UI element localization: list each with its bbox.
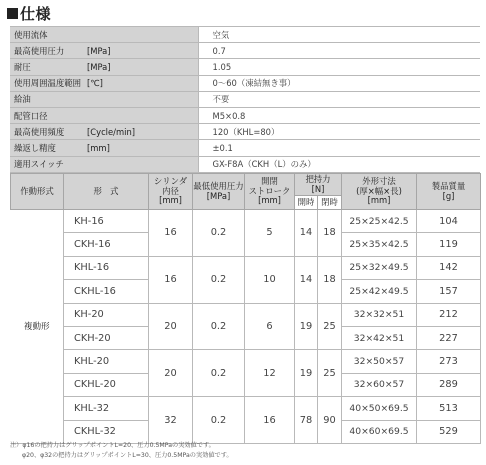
spec-value: M5×0.8 bbox=[198, 107, 480, 123]
spec-unit bbox=[87, 156, 198, 172]
spec-value: 空気 bbox=[198, 27, 480, 43]
mass-cell: 227 bbox=[417, 326, 481, 349]
header-grip: 把持力 [N] bbox=[295, 174, 342, 196]
model-cell: CKHL-20 bbox=[64, 373, 149, 396]
dimensions-cell: 25×32×49.5 bbox=[342, 256, 417, 279]
mass-cell: 289 bbox=[417, 373, 481, 396]
section-title: 仕様 bbox=[20, 5, 52, 23]
dimensions-cell: 40×60×69.5 bbox=[342, 420, 417, 443]
dimensions-cell: 40×50×69.5 bbox=[342, 397, 417, 420]
model-cell: KHL-20 bbox=[64, 350, 149, 373]
grip-close-cell: 25 bbox=[318, 303, 342, 350]
spec-unit: [MPa] bbox=[87, 43, 198, 59]
section-heading bbox=[7, 3, 51, 24]
spec-table bbox=[10, 26, 480, 173]
mass-cell: 142 bbox=[417, 256, 481, 279]
spec-row bbox=[10, 156, 480, 172]
table-row bbox=[11, 303, 481, 326]
bore-cell: 16 bbox=[149, 256, 193, 303]
spec-value: GX-F8A（CKH（L）のみ） bbox=[198, 156, 480, 172]
bore-cell: 20 bbox=[149, 350, 193, 397]
model-cell: CKHL-32 bbox=[64, 420, 149, 443]
spec-label: 繰返し精度 bbox=[10, 140, 87, 156]
header-bore: シリンダ 内径 [mm] bbox=[149, 174, 193, 210]
header-pressure: 最低使用圧力 [MPa] bbox=[193, 174, 245, 210]
spec-label: 使用周囲温度範囲 bbox=[10, 75, 87, 91]
model-cell: KH-20 bbox=[64, 303, 149, 326]
spec-value: 0～60（凍結無き事） bbox=[198, 75, 480, 91]
model-cell: KHL-16 bbox=[64, 256, 149, 279]
spec-row bbox=[10, 91, 480, 107]
table-row bbox=[11, 210, 481, 233]
stroke-cell: 5 bbox=[245, 210, 295, 257]
mass-cell: 104 bbox=[417, 210, 481, 233]
spec-value: 不要 bbox=[198, 91, 480, 107]
dimensions-cell: 25×35×42.5 bbox=[342, 233, 417, 256]
header-grip-close: 閉時 bbox=[318, 196, 342, 210]
spec-unit bbox=[87, 107, 198, 123]
header-mass: 製品質量 [g] bbox=[417, 174, 481, 210]
spec-value: 120（KHL=80） bbox=[198, 124, 480, 140]
spec-row bbox=[10, 75, 480, 91]
grip-close-cell: 90 bbox=[318, 397, 342, 444]
spec-unit: [℃] bbox=[87, 75, 198, 91]
grip-open-cell: 14 bbox=[295, 210, 318, 257]
spec-label: 最高使用圧力 bbox=[10, 43, 87, 59]
table-row bbox=[11, 397, 481, 420]
mass-cell: 119 bbox=[417, 233, 481, 256]
pressure-cell: 0.2 bbox=[193, 350, 245, 397]
mass-cell: 529 bbox=[417, 420, 481, 443]
dimensions-cell: 25×25×42.5 bbox=[342, 210, 417, 233]
spec-row bbox=[10, 140, 480, 156]
spec-row bbox=[10, 27, 480, 43]
model-cell: KHL-32 bbox=[64, 397, 149, 420]
stroke-cell: 16 bbox=[245, 397, 295, 444]
spec-row bbox=[10, 43, 480, 59]
pressure-cell: 0.2 bbox=[193, 303, 245, 350]
footnote-1: 注）φ16の把持力はグリップポイントL=20、圧力0.5MPaの実効値です。 bbox=[10, 442, 215, 449]
model-table bbox=[10, 173, 481, 444]
header-model: 形 式 bbox=[64, 174, 149, 210]
pressure-cell: 0.2 bbox=[193, 397, 245, 444]
spec-label: 給油 bbox=[10, 91, 87, 107]
spec-unit bbox=[87, 91, 198, 107]
spec-label: 適用スイッチ bbox=[10, 156, 87, 172]
footnotes bbox=[10, 441, 233, 460]
pressure-cell: 0.2 bbox=[193, 210, 245, 257]
footnote-2: φ20、φ32の把持力はグリップポイントL=30、圧力0.5MPaの実効値です。 bbox=[22, 451, 233, 459]
spec-unit: [mm] bbox=[87, 140, 198, 156]
spec-unit bbox=[87, 27, 198, 43]
spec-value: 1.05 bbox=[198, 59, 480, 75]
dimensions-cell: 32×60×57 bbox=[342, 373, 417, 396]
dimensions-cell: 25×42×49.5 bbox=[342, 280, 417, 303]
mass-cell: 273 bbox=[417, 350, 481, 373]
stroke-cell: 10 bbox=[245, 256, 295, 303]
spec-value: ±0.1 bbox=[198, 140, 480, 156]
dimensions-cell: 32×50×57 bbox=[342, 350, 417, 373]
spec-label: 耐圧 bbox=[10, 59, 87, 75]
model-cell: CKH-20 bbox=[64, 326, 149, 349]
grip-open-cell: 78 bbox=[295, 397, 318, 444]
grip-close-cell: 25 bbox=[318, 350, 342, 397]
square-bullet-icon bbox=[7, 8, 18, 19]
grip-open-cell: 14 bbox=[295, 256, 318, 303]
mass-cell: 513 bbox=[417, 397, 481, 420]
stroke-cell: 12 bbox=[245, 350, 295, 397]
grip-open-cell: 19 bbox=[295, 303, 318, 350]
table-row bbox=[11, 256, 481, 279]
grip-open-cell: 19 bbox=[295, 350, 318, 397]
model-cell: KH-16 bbox=[64, 210, 149, 233]
spec-row bbox=[10, 124, 480, 140]
bore-cell: 16 bbox=[149, 210, 193, 257]
mass-cell: 157 bbox=[417, 280, 481, 303]
header-dims: 外形寸法 (厚×幅×長) [mm] bbox=[342, 174, 417, 210]
spec-label: 最高使用頻度 bbox=[10, 124, 87, 140]
actuation-type-cell: 複動形 bbox=[11, 210, 64, 444]
grip-close-cell: 18 bbox=[318, 256, 342, 303]
spec-row bbox=[10, 59, 480, 75]
bore-cell: 32 bbox=[149, 397, 193, 444]
dimensions-cell: 32×42×51 bbox=[342, 326, 417, 349]
header-grip-open: 開時 bbox=[295, 196, 318, 210]
stroke-cell: 6 bbox=[245, 303, 295, 350]
header-type: 作動形式 bbox=[11, 174, 64, 210]
spec-label: 使用流体 bbox=[10, 27, 87, 43]
model-cell: CKH-16 bbox=[64, 233, 149, 256]
dimensions-cell: 32×32×51 bbox=[342, 303, 417, 326]
spec-value: 0.7 bbox=[198, 43, 480, 59]
header-stroke: 開閉 ストローク [mm] bbox=[245, 174, 295, 210]
spec-unit: [MPa] bbox=[87, 59, 198, 75]
mass-cell: 212 bbox=[417, 303, 481, 326]
pressure-cell: 0.2 bbox=[193, 256, 245, 303]
table-row bbox=[11, 350, 481, 373]
spec-unit: [Cycle/min] bbox=[87, 124, 198, 140]
grip-close-cell: 18 bbox=[318, 210, 342, 257]
spec-label: 配管口径 bbox=[10, 107, 87, 123]
bore-cell: 20 bbox=[149, 303, 193, 350]
model-cell: CKHL-16 bbox=[64, 280, 149, 303]
spec-row bbox=[10, 107, 480, 123]
